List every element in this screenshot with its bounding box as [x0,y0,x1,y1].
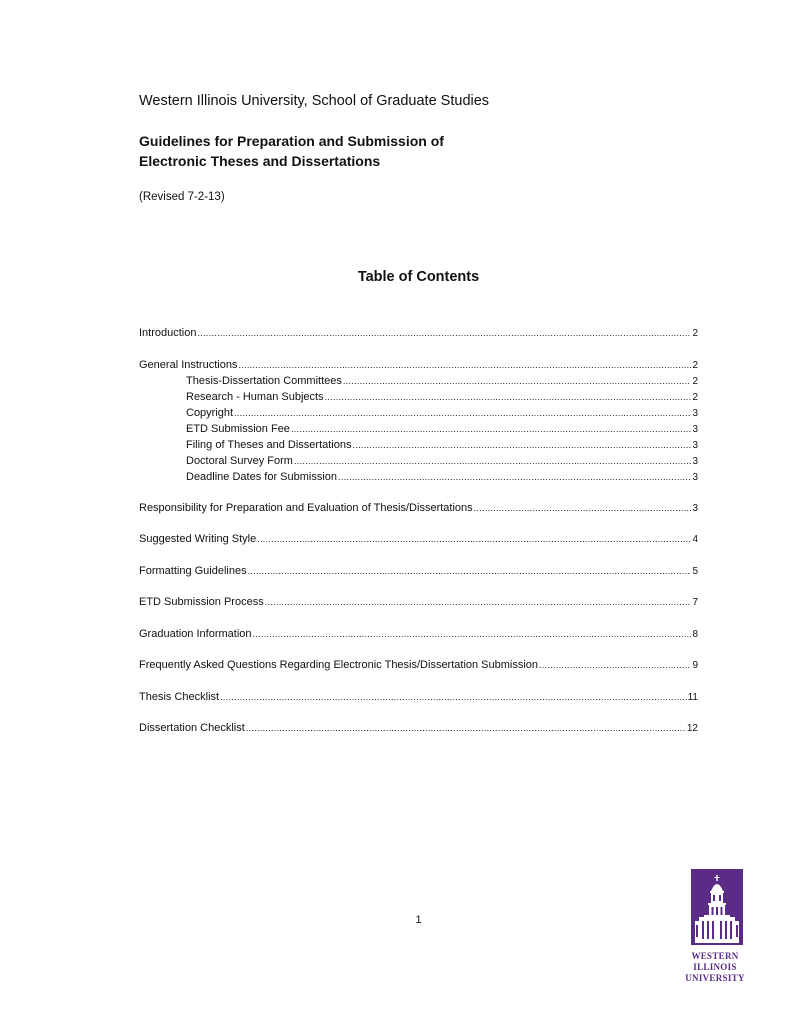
toc-leader [238,358,691,373]
toc-entry-label: ETD Submission Fee [186,423,290,435]
toc-entry-page: 8 [692,629,698,640]
toc-entry-label: Deadline Dates for Submission [186,471,338,483]
toc-entry-label: Thesis Checklist [139,691,220,703]
toc-leader [343,374,692,389]
toc-entry-committees[interactable] [186,374,698,389]
logo-box [691,869,743,945]
toc-leader [338,470,691,485]
toc-entry-label: Formatting Guidelines [139,565,247,577]
toc-entry-doctoral-survey[interactable] [186,454,698,469]
revised-date: (Revised 7-2-13) [139,191,225,203]
toc-entry-page: 9 [692,660,698,671]
toc-entry-thesis-checklist[interactable] [139,690,698,705]
toc-entry-dissertation-checklist[interactable] [139,721,698,736]
toc-entry-label: Thesis-Dissertation Committees [186,375,342,387]
document-title-line-1: Guidelines for Preparation and Submission of [139,133,444,149]
toc-entry-submission-process[interactable] [139,595,698,610]
toc-entry-label: Graduation Information [139,628,252,640]
toc-entry-page: 3 [692,456,698,467]
toc-leader [474,501,692,516]
toc-leader [257,532,691,547]
toc-leader [265,595,692,610]
toc-leader [248,564,692,579]
toc-entry-page: 3 [692,408,698,419]
toc-leader [353,438,692,453]
toc-leader [253,627,692,642]
toc-entry-label: Suggested Writing Style [139,533,257,545]
toc-entry-label: Frequently Asked Questions Regarding Electronic Thesis/Dissertation Submission [139,659,539,671]
toc-leader [325,390,692,405]
toc-leader [246,721,686,736]
toc-entry-label: Dissertation Checklist [139,722,245,734]
toc-entry-introduction[interactable] [139,326,698,341]
toc-entry-etd-fee[interactable] [186,422,698,437]
university-tower-icon [691,869,743,945]
toc-heading: Table of Contents [357,269,480,285]
toc-entry-writing-style[interactable] [139,532,698,547]
document-title [139,131,444,171]
toc-entry-label: ETD Submission Process [139,596,264,608]
toc-leader [539,658,691,673]
logo-line-2: ILLINOIS [693,962,737,972]
toc-entry-page: 2 [692,392,698,403]
toc-entry-copyright[interactable] [186,406,698,421]
toc-entry-page: 2 [692,360,698,371]
toc-entry-page: 3 [692,440,698,451]
toc-entry-filing[interactable] [186,438,698,453]
toc-entry-human-subjects[interactable] [186,390,698,405]
toc-leader [234,406,691,421]
toc-leader [291,422,692,437]
toc-entry-page: 7 [692,597,698,608]
toc-entry-label: Responsibility for Preparation and Evaluation of Thesis/Dissertations [139,502,473,514]
toc-entry-page: 3 [692,503,698,514]
toc-entry-label: Copyright [186,407,234,419]
toc-entry-page: 12 [686,723,698,734]
toc-leader [220,690,687,705]
toc-entry-page: 3 [692,424,698,435]
logo-line-3: UNIVERSITY [685,973,745,983]
toc-entry-page: 4 [692,534,698,545]
toc-leader [197,326,691,341]
toc-entry-label: Research - Human Subjects [186,391,324,403]
toc-entry-page: 2 [692,376,698,387]
toc-entry-graduation[interactable] [139,627,698,642]
toc-entry-page: 2 [692,328,698,339]
document-title-line-2: Electronic Theses and Dissertations [139,153,381,169]
logo-wordmark [680,951,750,984]
toc-entry-page: 5 [692,566,698,577]
university-line: Western Illinois University, School of Graduate Studies [139,93,490,109]
toc-entry-label: Filing of Theses and Dissertations [186,439,352,451]
toc-entry-responsibility[interactable] [139,501,698,516]
toc-entry-deadline-dates[interactable] [186,470,698,485]
toc-entry-label: General Instructions [139,359,238,371]
toc-entry-faq[interactable] [139,658,698,673]
logo-line-1: WESTERN [691,951,739,961]
toc-entry-general-instructions[interactable] [139,358,698,373]
toc-entry-label: Introduction [139,327,197,339]
toc-entry-formatting[interactable] [139,564,698,579]
page-number: 1 [415,914,422,926]
toc-leader [294,454,691,469]
toc-entry-page: 11 [687,692,698,703]
toc-entry-page: 3 [692,472,698,483]
toc-entry-label: Doctoral Survey Form [186,455,293,467]
